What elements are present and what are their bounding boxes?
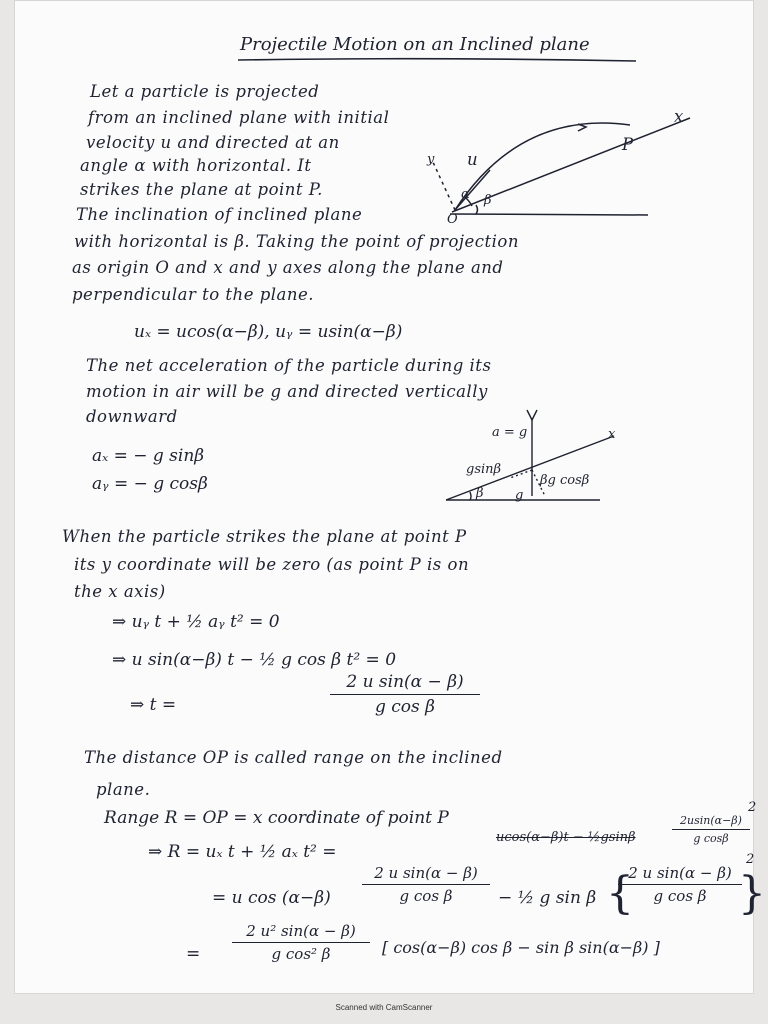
incline-beta-label: β [476,486,484,501]
struck-brace-fraction [672,814,750,845]
range-text-line-2: plane. [96,780,151,799]
ax-equation: aₓ = − g sinβ [92,446,205,466]
accel-line-2: motion in air will be g and directed vertically [86,382,488,401]
range-definition: Range R = OP = x coordinate of point P [104,808,449,828]
alpha-label: α [461,187,470,202]
gsin-component-label: gsinβ [466,462,502,477]
origin-label: O [447,212,458,227]
ay-equation: aᵧ = − g cosβ [92,474,208,494]
strike-line-1: When the particle strikes the plane at point P [62,527,467,546]
time-equation-lhs: ⇒ t = [130,695,177,715]
incline-x-label: x [608,427,616,442]
range-text-line-1: The distance OP is called range on the inclined [84,748,503,767]
range-fraction-3 [232,922,370,963]
struck-brace-numerator: 2usin(α−β) [680,814,742,827]
time-numerator: 2 u sin(α − β) [346,672,464,692]
x-axis-label: x [674,107,684,126]
beta-label: β [484,193,492,208]
range-middle-term: − ½ g sin β [498,888,597,908]
range-fraction-2 [618,864,742,905]
gcos-component-label: βg cosβ [540,473,590,488]
struck-expression: ucos(α−β)t − ½gsinβ [496,830,636,845]
range-equation-2-lhs: = u cos (α−β) [212,888,331,908]
point-p-label: P [622,135,634,154]
strike-line-3: the x axis) [74,582,166,601]
range-bracket-expression: [ cos(α−β) cos β − sin β sin(α−β) ] [382,938,660,957]
velocity-label: u [467,150,479,169]
intro-line-5: strikes the plane at point P. [80,180,323,199]
intro-line-6: The inclination of inclined plane [76,205,363,224]
intro-line-1: Let a particle is projected [90,82,320,101]
range-fraction-2-denominator: g cos β [653,887,707,905]
range-fraction-3-denominator: g cos² β [271,945,331,963]
range-equation-3-equals: = [186,944,201,964]
y-equation-2: ⇒ u sin(α−β) t − ½ g cos β t² = 0 [112,650,397,670]
page-title: Projectile Motion on an Inclined plane [240,34,590,55]
accel-line-3: downward [86,407,178,426]
scanner-watermark: Scanned with CamScanner [335,1003,433,1012]
intro-line-8: as origin O and x and y axes along the plane and [72,258,504,277]
strike-line-2: its y coordinate will be zero (as point P is on [74,555,470,574]
struck-square-exponent: 2 [748,800,757,815]
intro-line-4: angle α with horizontal. It [80,156,312,175]
intro-line-2: from an inclined plane with initial [88,108,390,127]
gravity-label: g [515,488,524,503]
acceleration-label: a = g [492,425,528,440]
intro-line-7: with horizontal is β. Taking the point of projection [74,232,519,251]
intro-line-3: velocity u and directed at an [86,133,340,152]
left-brace: { [606,868,634,919]
range-fraction-1-denominator: g cos β [399,887,453,905]
time-fraction [330,672,480,717]
intro-line-9: perpendicular to the plane. [72,285,315,304]
accel-line-1: The net acceleration of the particle during its [86,356,492,375]
y-axis-label: y [427,152,435,167]
time-denominator: g cos β [375,697,435,717]
range-equation-1-lhs: ⇒ R = uₓ t + ½ aₓ t² = [148,842,337,862]
velocity-components-equation: uₓ = ucos(α−β), uᵧ = usin(α−β) [134,322,403,342]
square-exponent: 2 [746,852,755,867]
range-fraction-2-numerator: 2 u sin(α − β) [628,864,732,882]
range-fraction-1-numerator: 2 u sin(α − β) [374,864,478,882]
y-equation-1: ⇒ uᵧ t + ½ aᵧ t² = 0 [112,612,280,632]
right-brace: } [738,868,766,919]
range-fraction-3-numerator: 2 u² sin(α − β) [246,922,356,940]
struck-brace-denominator: g cosβ [693,832,729,845]
range-fraction-1 [362,864,490,905]
